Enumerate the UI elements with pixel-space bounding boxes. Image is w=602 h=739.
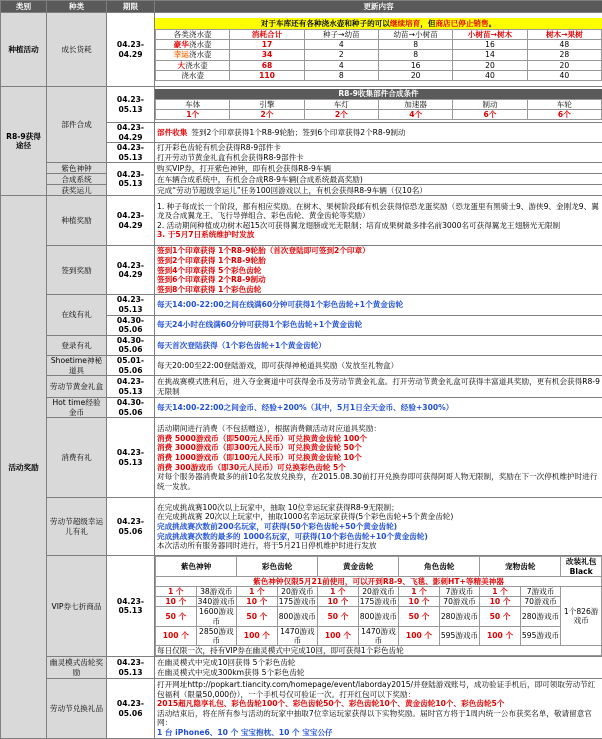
row-login [1,335,602,355]
lucky-line: 在完成挑战赛 20次以上玩家中，抽取1000名幸运玩家获得(5个彩色齿轮+5个黄金齿轮) [157,512,600,522]
table-header [1,1,602,13]
collect-text-3: 打开劳动节黄金礼盒有机会获得R8-9部件卡 [157,153,600,163]
part-booster: 加速器 [378,99,452,109]
cell: 10 个 [237,597,278,607]
cell: 2850游戏币 [196,626,237,645]
table-row [156,597,602,607]
date-parts: 04.23-05.13 [107,87,155,123]
cell: 595游戏币 [439,626,480,645]
spend-tier: 消费 300游戏币（即30元人民币）可兑换彩色齿轮 5个 [157,463,600,473]
date-plant-reward: 04.23-04.29 [107,196,155,246]
row-plant-reward [1,196,602,246]
online-text-1: 每天14:00-22:00之间在线满60分钟可获得1个彩色齿轮+1个黄金齿轮 [155,295,602,315]
cell: 10 个 [399,597,440,607]
table-row [156,40,602,50]
row-ghost [1,657,602,679]
parts-title: R8-9收集部件合成条件 [155,89,602,99]
row-lucky [1,498,602,556]
cell: 1600游戏币 [196,607,237,626]
cell: 50 个 [237,607,278,626]
cell: 17 [230,40,304,50]
labor-box-text: 在挑战赛模式胜利后，进入夺金赛道中可获得金币及劳动节黄金礼盒。打开劳动节黄金礼盒可获得丰富道具奖励，更有机会获得R8-9无限制 [155,376,602,398]
row-vip [1,556,602,657]
cell: 100 个 [156,626,197,645]
kind-exchange: 劳动节兑换礼品 [47,679,107,739]
spend-note: 对每个服务器消费最多的前10名发放兑换券，在2015.08.30前打开兑换券即可获得阿哥人物无限制，奖励在下一次停机维护时进行统一发放。 [157,472,600,491]
header-content: 更新内容 [155,1,602,13]
collect-text-2: 打开彩色齿轮有机会获得R8-9部件卡 [157,143,600,153]
col-2: 种子→幼苗 [304,29,378,39]
count: 2个 [230,110,304,120]
ghost-line: 在幽灵模式中完成10回获得 5个彩色齿轮 [157,658,600,668]
col-3: 幼苗→小树苗 [378,29,452,39]
header-cat: 类别 [1,1,47,13]
text-lucky-winner: 完成“劳动节超级幸运儿”任务100回游戏以上，有机会获得R8-9车辆（仅10名） [155,185,602,196]
cell: 800游戏币 [358,607,399,626]
kind-parts: 部件合成 [47,87,107,163]
kind-plant-reward: 种植奖励 [47,196,107,246]
part-body: 车体 [156,99,230,109]
can-1a: 幸运 [174,50,189,59]
kind-synthesis: 合成系统 [47,174,107,185]
note-e: 。 [489,19,497,28]
can-2a: 大 [177,61,185,70]
kind-login: 登录有礼 [47,335,107,355]
cell: 175游戏币 [277,597,318,607]
date-lucky: 04.23-05.06 [107,498,155,556]
parts-counts [156,110,602,120]
cat-activity: 活动奖励 [1,196,47,739]
date-spend: 04.23-05.13 [107,418,155,498]
spend-tier: 消费 1000游戏币（即100元人民币）可兑换黄金齿轮 10个 [157,453,600,463]
kind-lucky-winner: 获奖运儿 [47,185,107,196]
cell: 8 [378,50,452,60]
cell: 10 个 [318,597,359,607]
can-2b: 浇水壶 [185,61,208,70]
text-synthesis: 在车辆合成系统中，有机会合成R8-9车辆(合成系统最高奖励) [155,174,602,185]
cell: 50 个 [480,607,521,626]
cell: 340游戏币 [196,597,237,607]
kind-vip: VIP券七折商品 [47,556,107,657]
cell: 8 [378,40,452,50]
date-showtime: 05.01-05.06 [107,355,155,375]
spend-tier: 消费 3000游戏币（即300元人民币）可兑换黄金齿轮 50个 [157,443,600,453]
spend-tier: 消费 5000游戏币（即500元人民币）可兑换黄金齿轮 100个 [157,434,600,444]
cell: 70游戏币 [520,597,561,607]
vip-col: 黄金齿轮 [318,557,399,576]
cell: 68 [230,60,304,70]
cell: 1 个 [156,586,197,596]
exchange-line: 打开网址http://popkart.tiancity.com/homepage/event/laborday2015/并登陆游戏账号，成功验证手机后，即可领取劳动节红包福利（限量50,000份），一个手机号仅可验证一次。打开红包可以下奖励： [157,680,600,699]
part-engine: 引擎 [230,99,304,109]
login-text: 每天首次登陆获得（1个彩色齿轮+1个黄金齿轮） [155,335,602,355]
exchange-content [155,679,602,739]
collect-2 [155,143,602,163]
kind-online: 在线有礼 [47,295,107,335]
row-showtime [1,355,602,375]
cell: 2 [304,50,378,60]
date-ghost: 04.23-05.13 [107,657,155,679]
growth-note [155,18,602,29]
cell: 50 个 [399,607,440,626]
table-row [156,607,602,626]
row-signin [1,246,602,295]
vip-col: 彩色齿轮 [237,557,318,576]
lucky-line: 完成挑战赛次数的最多的 1000名玩家，可获得(10个彩色齿轮+10个黄金齿轮) [157,532,600,542]
cell: 800游戏币 [277,607,318,626]
vip-col: 改装礼包Black [561,557,602,576]
kind-growth: 成长货耗 [47,13,107,87]
part-wheel: 车轮 [527,99,601,109]
row-planting [1,13,602,87]
cell: 100 个 [399,626,440,645]
cell: 20游戏币 [358,586,399,596]
header-kind: 种类 [47,1,107,13]
date-exchange: 04.23-05.06 [107,679,155,739]
cell: 50 个 [156,607,197,626]
count: 2个 [304,110,378,120]
kind-purple-bell: 紫色神钟 [47,163,107,174]
cell: 110 [230,70,304,80]
part-light: 车灯 [304,99,378,109]
text-purple-bell: 购买VIP券，打开紫色神钟，即有机会获得R8-9车辆 [155,163,602,174]
cell: 280游戏币 [439,607,480,626]
cell: 4 [304,60,378,70]
cell: 280游戏币 [520,607,561,626]
cell: 28 [527,50,601,60]
row-lucky-winner [1,185,602,196]
cell: 10 个 [480,597,521,607]
count: 6个 [527,110,601,120]
ghost-line: 在幽灵模式中完成300km获得 5个彩色齿轮 [157,668,600,678]
date-hottime: 04.30-05.06 [107,398,155,418]
row-labor-box [1,376,602,398]
vip-note2 [156,646,602,656]
can-1b: 浇水壶 [189,50,212,59]
cell: 14 [453,50,527,60]
date-collect2: 04.23-05.13 [107,143,155,163]
note-c: ，但 [420,19,435,28]
date-r8-other: 04.23-05.13 [107,163,155,196]
parts-names [156,99,602,109]
kind-lucky: 劳动节超级幸运儿有礼 [47,498,107,556]
cell: 20 [453,60,527,70]
vip-col: 紫色神钟 [156,557,237,576]
row-purple-bell [1,163,602,174]
cell: 16 [453,40,527,50]
collect-1 [155,123,602,143]
cell: 20 [527,60,601,70]
exchange-line: 活动结束后，将在所有参与活动的玩家中抽取7位幸运玩家获得以下实物奖励。届时官方将于1周内统一公布获奖名单，敬请留意官网： [157,709,600,728]
table-row [156,586,602,596]
cell: 100 个 [318,626,359,645]
kind-labor-box: 劳动节黄金礼盒 [47,376,107,398]
kind-ghost: 幽灵模式齿轮奖励 [47,657,107,679]
date-vip: 04.23-05.13 [107,556,155,657]
cell: 7游戏币 [520,586,561,596]
vip-subtable [155,556,602,656]
row-spend [1,418,602,498]
lucky-line: 本次活动所有服务器同时进行，将于5月21日停机维护时进行发放 [157,541,600,551]
exchange-line: 1 台 iPhone6、10 个 宝宝抱枕、10 个 宝宝公仔 [157,728,600,738]
note-a: 对于车库还有各种浇水壶和种子的可以 [261,19,390,28]
can-0b: 浇水壶 [189,40,212,49]
lucky-content [155,498,602,556]
row-exchange [1,679,602,739]
cell: 10 个 [156,597,197,607]
date-labor-box: 04.23-05.13 [107,376,155,398]
count: 4个 [378,110,452,120]
signin-line: 签到1个印章获得 1个R8-9轮胎（首次登陆即可签到2个印章） [157,246,600,256]
lucky-line: 完成挑战赛次数前200名玩家，可获得(50个彩色齿轮+50个黄金齿轮) [157,522,600,532]
collect-label: 部件收集 [157,128,187,137]
cell: 7游戏币 [439,586,480,596]
col-5: 树木→果树 [527,29,601,39]
date-login: 04.30-05.06 [107,335,155,355]
can-0a: 豪华 [174,40,189,49]
cell: 1470游戏币 [358,626,399,645]
vip-note [156,576,602,586]
signin-line: 签到8个印章获得 1个彩色齿轮 [157,285,600,295]
plant-reward-content [155,196,602,246]
table-row [156,70,602,80]
vip-note-text: 紫色神钟仅限5月21前使用，可以开到R8-9、飞毯、影刺HT+等精美神器 [156,576,602,586]
date-collect1: 04.23-04.29 [107,123,155,143]
collect-text-1: 签到2个印章获得1个R8-9轮胎；签到6个印章获得2个R8-9制动 [191,128,405,137]
table-row [156,626,602,645]
parts-subtable [155,99,602,120]
cell: 175游戏币 [358,597,399,607]
plant-line-1: 1. 种子每成长一个阶段，都有相应奖励。在树木、果树阶段邮有机会获得惊恐龙蛋奖励（恐龙蛋里有黑骑士9、游侠9、金刚龙9、翼龙及合成翼龙王、飞行导弹组合、彩色齿轮、黄金齿轮等奖励） [157,202,600,221]
showtime-text: 每天20:00至22:00登陆游戏，即可获得神秘道具奖励（发放至礼物盒） [155,355,602,375]
date-growth: 04.23-04.29 [107,13,155,87]
cell: 1 个 [237,586,278,596]
cell: 595游戏币 [520,626,561,645]
cell: 100 个 [237,626,278,645]
vip-col: 角色齿轮 [399,557,480,576]
kind-signin: 签到奖励 [47,246,107,295]
signin-line: 签到2个印章获得 1个R8-9轮胎 [157,256,600,266]
cat-r8: R8-9获得途径 [1,87,47,196]
spend-intro: 活动期间进行消费（不包括赠送），根据消费额活动对应道具奖励： [157,424,600,434]
signin-content [155,246,602,295]
cell: 20游戏币 [277,586,318,596]
lucky-line: 在完成挑战赛100次以上玩家中，抽取 10位幸运玩家获得R8-9无限制； [157,503,600,513]
cell-empty: 40 [527,70,601,80]
growth-subtable [155,29,602,81]
date-online-1: 04.23-05.13 [107,295,155,315]
cell: 48 [527,40,601,50]
cell: 1 个 [318,586,359,596]
exchange-line: 2015超凡隐享礼包、彩色齿轮100个、彩色齿轮50个、彩色齿轮10个、黄金齿轮10个、彩色齿轮5个 [157,699,600,709]
kind-spend: 消费有礼 [47,418,107,498]
ghost-content [155,657,602,679]
table-row [156,60,602,70]
vip-col: 宠物齿轮 [480,557,561,576]
can-3b: 浇水壶 [181,71,204,80]
plant-line-3: 3. 于5月7日系统维护时发放 [157,230,600,240]
row-r8-parts [1,87,602,123]
cell: 16 [378,60,452,70]
cell: 40 [453,70,527,80]
cell: 20 [378,70,452,80]
signin-line: 签到6个印章获得 2个R8-9制动 [157,275,600,285]
col-4: 小树苗→树木 [453,29,527,39]
growth-subheader [156,29,602,39]
cell: 4 [304,40,378,50]
vip-content [155,556,602,657]
kind-showtime: Shoetime神秘道具 [47,355,107,375]
cell: 38游戏币 [196,586,237,596]
date-signin: 04.23-04.29 [107,246,155,295]
cell: 50 个 [318,607,359,626]
date-online-2: 04.30-05.06 [107,315,155,335]
col-0: 各类浇水壶 [156,29,230,39]
plant-line-2: 2. 活动期间种植成功树木超15次可获得翼龙翅膀或光无限制；培育成果树最多排名前3000名可获得翼龙王翅膀光无限制 [157,221,600,231]
row-online-1 [1,295,602,315]
vip-cols [156,557,602,576]
vip-black: 1个826游戏币 [561,586,602,645]
spend-content [155,418,602,498]
cell: 70游戏币 [439,597,480,607]
note-d: 商店已停止销售 [435,19,488,28]
parts-content [155,87,602,123]
cell: 34 [230,50,304,60]
count: 6个 [453,110,527,120]
signin-line: 签到4个印章获得 5个彩色齿轮 [157,266,600,276]
cell: 1470游戏币 [277,626,318,645]
cell: 1 个 [399,586,440,596]
hottime-text: 每天14:00-22:00之间金币、经验+200%（其中，5月1日全天金币、经验+300%） [155,398,602,418]
note-b: 继续培育 [390,19,420,28]
cell: 100 个 [480,626,521,645]
cell: 8 [304,70,378,80]
row-synthesis [1,174,602,185]
table-row [156,50,602,60]
cell: 1 个 [480,586,521,596]
kind-hottime: Hot time经验 金币 [47,398,107,418]
cat-planting: 种植活动 [1,13,47,87]
count: 1个 [156,110,230,120]
growth-content [155,13,602,87]
online-text-2: 每天24小时在线满60分钟可获得1个彩色齿轮+1个黄金齿轮 [155,315,602,335]
part-brake: 制动 [453,99,527,109]
row-hottime [1,398,602,418]
col-1: 消耗合计 [230,29,304,39]
vip-note2-text: 每日仅限一次，持有VIP券在幽灵模式中完成10回，即可获得1个彩色齿轮 [156,646,602,656]
header-period: 期限 [107,1,155,13]
